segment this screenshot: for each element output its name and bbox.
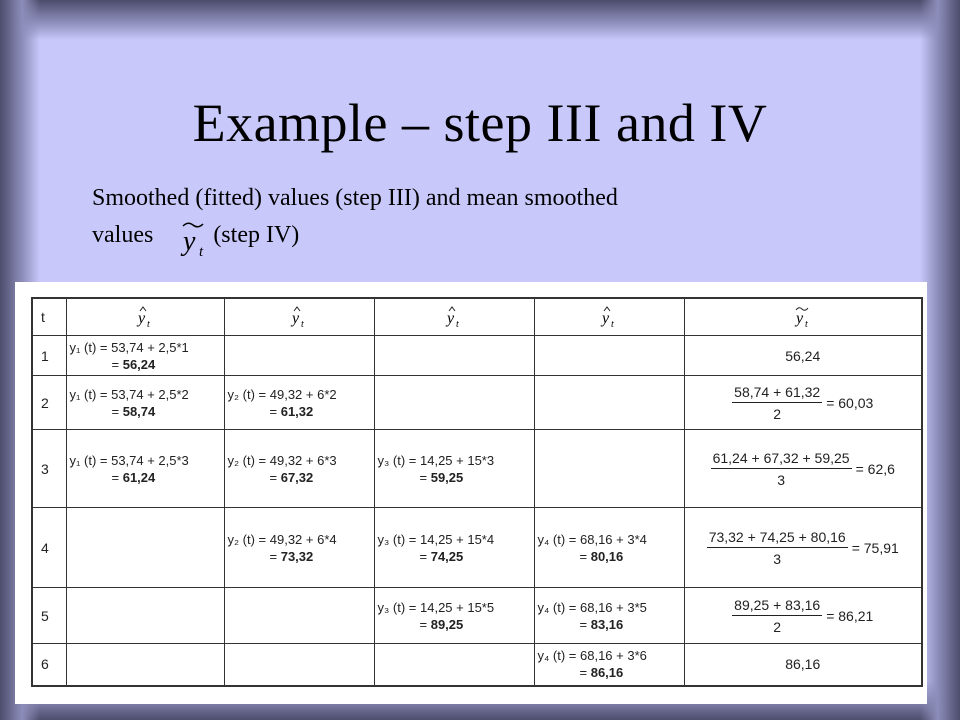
mean-numerator: 58,74 + 61,32 <box>732 384 822 403</box>
svg-text:y: y <box>795 309 803 327</box>
mean-value: 56,24 <box>684 336 922 376</box>
equation: y₂ (t) = 49,32 + 6*3 <box>227 452 337 468</box>
slide-subtitle <box>92 181 812 258</box>
fitted-value: 86,16 <box>590 665 624 681</box>
cell-y2: y₂ (t) = 49,32 + 6*4 = 73,32 <box>224 508 374 588</box>
cell-t: 5 <box>32 588 66 644</box>
slide-title: Example – step III and IV <box>192 93 768 153</box>
fitted-value: 59,25 <box>430 469 464 485</box>
header-yhat-1 <box>66 298 224 336</box>
fitted-value: 80,16 <box>590 548 624 564</box>
mean-cell <box>684 430 922 508</box>
mean-denominator: 2 <box>773 618 782 635</box>
fitted-value: 67,32 <box>280 469 314 485</box>
table-panel <box>15 282 927 704</box>
cell-y4: y₄ (t) = 68,16 + 3*6 = 86,16 <box>534 644 684 686</box>
smoothing-table <box>31 297 923 687</box>
y-hat-t-icon <box>287 303 311 329</box>
mean-cell <box>684 376 922 430</box>
mean-denominator: 3 <box>773 550 782 567</box>
mean-numerator: 73,32 + 74,25 + 80,16 <box>707 529 848 548</box>
mean-result: = 60,03 <box>826 394 874 411</box>
cell-t: 2 <box>32 376 66 430</box>
svg-text:t: t <box>804 318 808 329</box>
mean-numerator: 61,24 + 67,32 + 59,25 <box>711 450 852 469</box>
table-row <box>32 508 922 588</box>
cell-empty <box>534 336 684 376</box>
mean-denominator: 2 <box>773 405 782 422</box>
cell-t: 6 <box>32 644 66 686</box>
cell-empty <box>224 588 374 644</box>
mean-cell <box>684 508 922 588</box>
cell-empty <box>534 376 684 430</box>
cell-y3: y₃ (t) = 14,25 + 15*4 = 74,25 <box>374 508 534 588</box>
mean-value: 86,16 <box>684 644 922 686</box>
equation: y₃ (t) = 14,25 + 15*3 <box>377 452 495 468</box>
fitted-value: 74,25 <box>430 548 464 564</box>
header-yhat-3 <box>374 298 534 336</box>
y-tilde-t-symbol-icon <box>153 220 213 258</box>
svg-text:y: y <box>602 309 610 327</box>
mean-result: = 75,91 <box>851 539 899 556</box>
equation: y₁ (t) = 53,74 + 2,5*1 <box>69 339 189 355</box>
cell-y2: y₂ (t) = 49,32 + 6*3 = 67,32 <box>224 430 374 508</box>
mean-denominator: 3 <box>777 471 785 488</box>
cell-empty <box>374 376 534 430</box>
equation: y₁ (t) = 53,74 + 2,5*2 <box>69 386 189 402</box>
equation: y₁ (t) = 53,74 + 2,5*3 <box>69 452 189 468</box>
svg-text:y: y <box>447 309 455 327</box>
equation: y₂ (t) = 49,32 + 6*2 <box>227 386 337 402</box>
y-hat-t-icon <box>133 303 157 329</box>
cell-empty <box>224 336 374 376</box>
svg-text:t: t <box>147 318 150 329</box>
cell-y2: y₂ (t) = 49,32 + 6*2 = 61,32 <box>224 376 374 430</box>
svg-text:t: t <box>199 244 204 258</box>
cell-empty <box>374 336 534 376</box>
cell-empty <box>534 430 684 508</box>
cell-y4: y₄ (t) = 68,16 + 3*5 = 83,16 <box>534 588 684 644</box>
equation: y₄ (t) = 68,16 + 3*5 <box>537 599 647 615</box>
svg-text:y: y <box>138 309 146 327</box>
table-row <box>32 430 922 508</box>
cell-y1: y₁ (t) = 53,74 + 2,5*2 = 58,74 <box>66 376 224 430</box>
y-hat-t-icon <box>597 303 621 329</box>
equation: y₃ (t) = 14,25 + 15*4 <box>377 531 495 547</box>
mean-cell <box>684 588 922 644</box>
fitted-value: 83,16 <box>590 616 624 632</box>
table-row <box>32 588 922 644</box>
table-row <box>32 336 922 376</box>
subtitle-step-iv: (step IV) <box>213 221 300 248</box>
header-ytilde <box>684 298 922 336</box>
subtitle-line-1: Smoothed (fitted) values (step III) and mean smoothed <box>92 185 618 211</box>
subtitle-values-word: values <box>92 221 154 248</box>
table-row <box>32 376 922 430</box>
svg-text:t: t <box>456 318 459 329</box>
fitted-value: 89,25 <box>430 616 464 632</box>
svg-text:y: y <box>183 226 196 257</box>
cell-y1: y₁ (t) = 53,74 + 2,5*1 = 56,24 <box>66 336 224 376</box>
header-t: t <box>32 298 66 336</box>
table-row <box>32 644 922 686</box>
header-yhat-4 <box>534 298 684 336</box>
cell-t: 1 <box>32 336 66 376</box>
header-yhat-2 <box>224 298 374 336</box>
table-header-row <box>32 298 922 336</box>
equation: y₄ (t) = 68,16 + 3*4 <box>537 531 647 547</box>
cell-empty <box>374 644 534 686</box>
fitted-value: 61,24 <box>122 469 156 485</box>
cell-y3: y₃ (t) = 14,25 + 15*3 = 59,25 <box>374 430 534 508</box>
equation: y₃ (t) = 14,25 + 15*5 <box>377 599 495 615</box>
fitted-value: 73,32 <box>280 548 314 564</box>
equation: y₂ (t) = 49,32 + 6*4 <box>227 531 337 547</box>
mean-numerator: 89,25 + 83,16 <box>732 597 822 616</box>
fitted-value: 58,74 <box>122 403 156 419</box>
mean-result: = 86,21 <box>826 607 874 624</box>
svg-text:y: y <box>292 309 300 327</box>
y-hat-t-icon <box>442 303 466 329</box>
cell-y1: y₁ (t) = 53,74 + 2,5*3 = 61,24 <box>66 430 224 508</box>
subtitle-line-2 <box>92 216 812 258</box>
equation: y₄ (t) = 68,16 + 3*6 <box>537 648 647 664</box>
svg-text:t: t <box>611 318 614 329</box>
cell-y3: y₃ (t) = 14,25 + 15*5 = 89,25 <box>374 588 534 644</box>
cell-empty <box>224 644 374 686</box>
cell-t: 3 <box>32 430 66 508</box>
fitted-value: 56,24 <box>122 356 156 372</box>
fitted-value: 61,32 <box>280 403 314 419</box>
svg-text:t: t <box>301 318 304 329</box>
cell-y4: y₄ (t) = 68,16 + 3*4 = 80,16 <box>534 508 684 588</box>
y-tilde-t-icon <box>791 303 815 329</box>
mean-result: = 62,6 <box>855 460 895 477</box>
cell-empty <box>66 644 224 686</box>
cell-empty <box>66 588 224 644</box>
cell-t: 4 <box>32 508 66 588</box>
cell-empty <box>66 508 224 588</box>
